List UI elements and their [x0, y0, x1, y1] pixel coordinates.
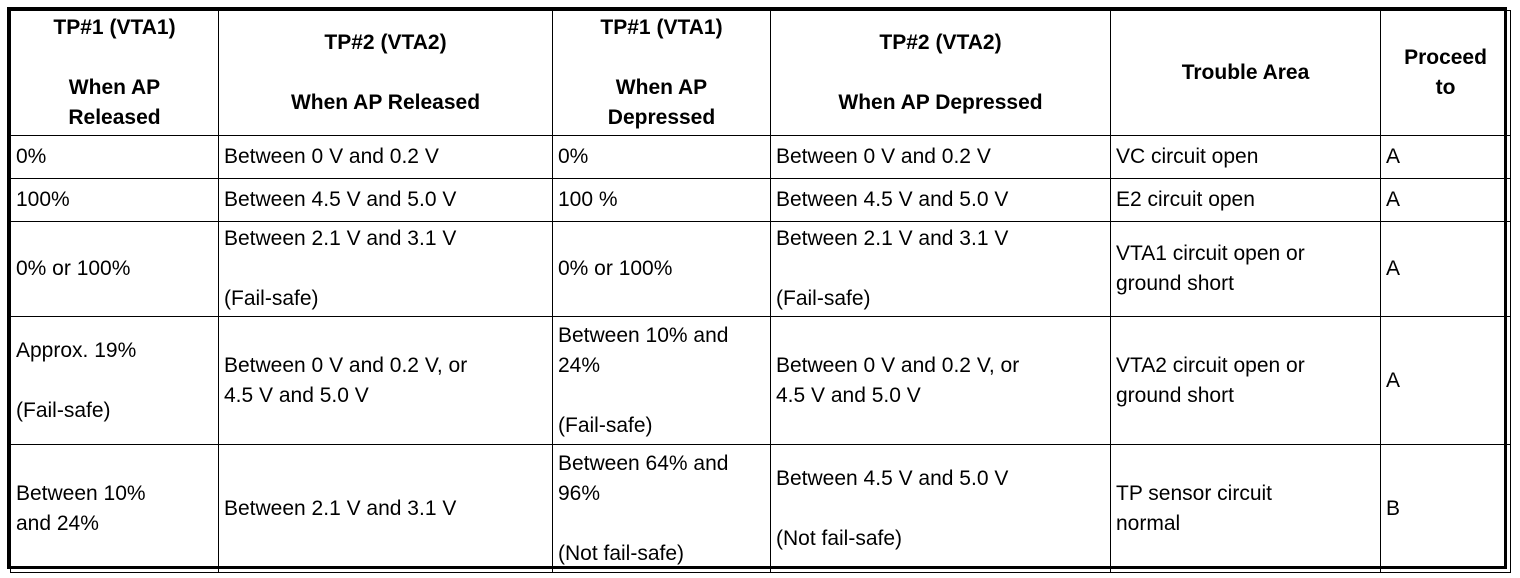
cell-tp1-released: 100%	[11, 179, 219, 222]
cell-tp1-depressed: 0%	[553, 136, 771, 179]
cell-trouble-area: E2 circuit open	[1111, 179, 1381, 222]
cell-tp1-depressed: 100 %	[553, 179, 771, 222]
header-row	[11, 11, 1511, 136]
header-proceed-to: Proceed to	[1381, 11, 1511, 136]
table-row	[11, 445, 1511, 573]
cell-tp2-released: Between 2.1 V and 3.1 V (Fail-safe)	[219, 222, 553, 317]
cell-tp1-released: 0% or 100%	[11, 222, 219, 317]
cell-tp2-released: Between 2.1 V and 3.1 V	[219, 445, 553, 573]
table-row	[11, 317, 1511, 445]
cell-tp1-released: Between 10% and 24%	[11, 445, 219, 573]
cell-tp1-depressed: Between 64% and 96% (Not fail-safe)	[553, 445, 771, 573]
diagnostic-table-frame	[7, 7, 1507, 569]
cell-trouble-area: VTA2 circuit open or ground short	[1111, 317, 1381, 445]
cell-tp2-depressed: Between 4.5 V and 5.0 V	[771, 179, 1111, 222]
table-row	[11, 222, 1511, 317]
cell-tp1-released: Approx. 19% (Fail-safe)	[11, 317, 219, 445]
cell-tp2-depressed: Between 0 V and 0.2 V, or 4.5 V and 5.0 V	[771, 317, 1111, 445]
cell-tp1-released: 0%	[11, 136, 219, 179]
cell-tp2-released: Between 4.5 V and 5.0 V	[219, 179, 553, 222]
cell-tp1-depressed: Between 10% and 24% (Fail-safe)	[553, 317, 771, 445]
diagnostic-table	[10, 10, 1511, 573]
cell-proceed-to: A	[1381, 222, 1511, 317]
header-tp2-depressed: TP#2 (VTA2) When AP Depressed	[771, 11, 1111, 136]
cell-proceed-to: A	[1381, 136, 1511, 179]
cell-trouble-area: VC circuit open	[1111, 136, 1381, 179]
cell-tp2-depressed: Between 0 V and 0.2 V	[771, 136, 1111, 179]
header-tp1-depressed: TP#1 (VTA1) When AP Depressed	[553, 11, 771, 136]
cell-trouble-area: VTA1 circuit open or ground short	[1111, 222, 1381, 317]
cell-tp2-depressed: Between 4.5 V and 5.0 V (Not fail-safe)	[771, 445, 1111, 573]
table-row	[11, 179, 1511, 222]
header-tp1-released: TP#1 (VTA1) When AP Released	[11, 11, 219, 136]
cell-tp2-released: Between 0 V and 0.2 V, or 4.5 V and 5.0 V	[219, 317, 553, 445]
cell-trouble-area: TP sensor circuit normal	[1111, 445, 1381, 573]
table-row	[11, 136, 1511, 179]
header-tp2-released: TP#2 (VTA2) When AP Released	[219, 11, 553, 136]
cell-proceed-to: A	[1381, 179, 1511, 222]
header-trouble-area: Trouble Area	[1111, 11, 1381, 136]
cell-proceed-to: A	[1381, 317, 1511, 445]
cell-proceed-to: B	[1381, 445, 1511, 573]
cell-tp2-released: Between 0 V and 0.2 V	[219, 136, 553, 179]
cell-tp1-depressed: 0% or 100%	[553, 222, 771, 317]
cell-tp2-depressed: Between 2.1 V and 3.1 V (Fail-safe)	[771, 222, 1111, 317]
